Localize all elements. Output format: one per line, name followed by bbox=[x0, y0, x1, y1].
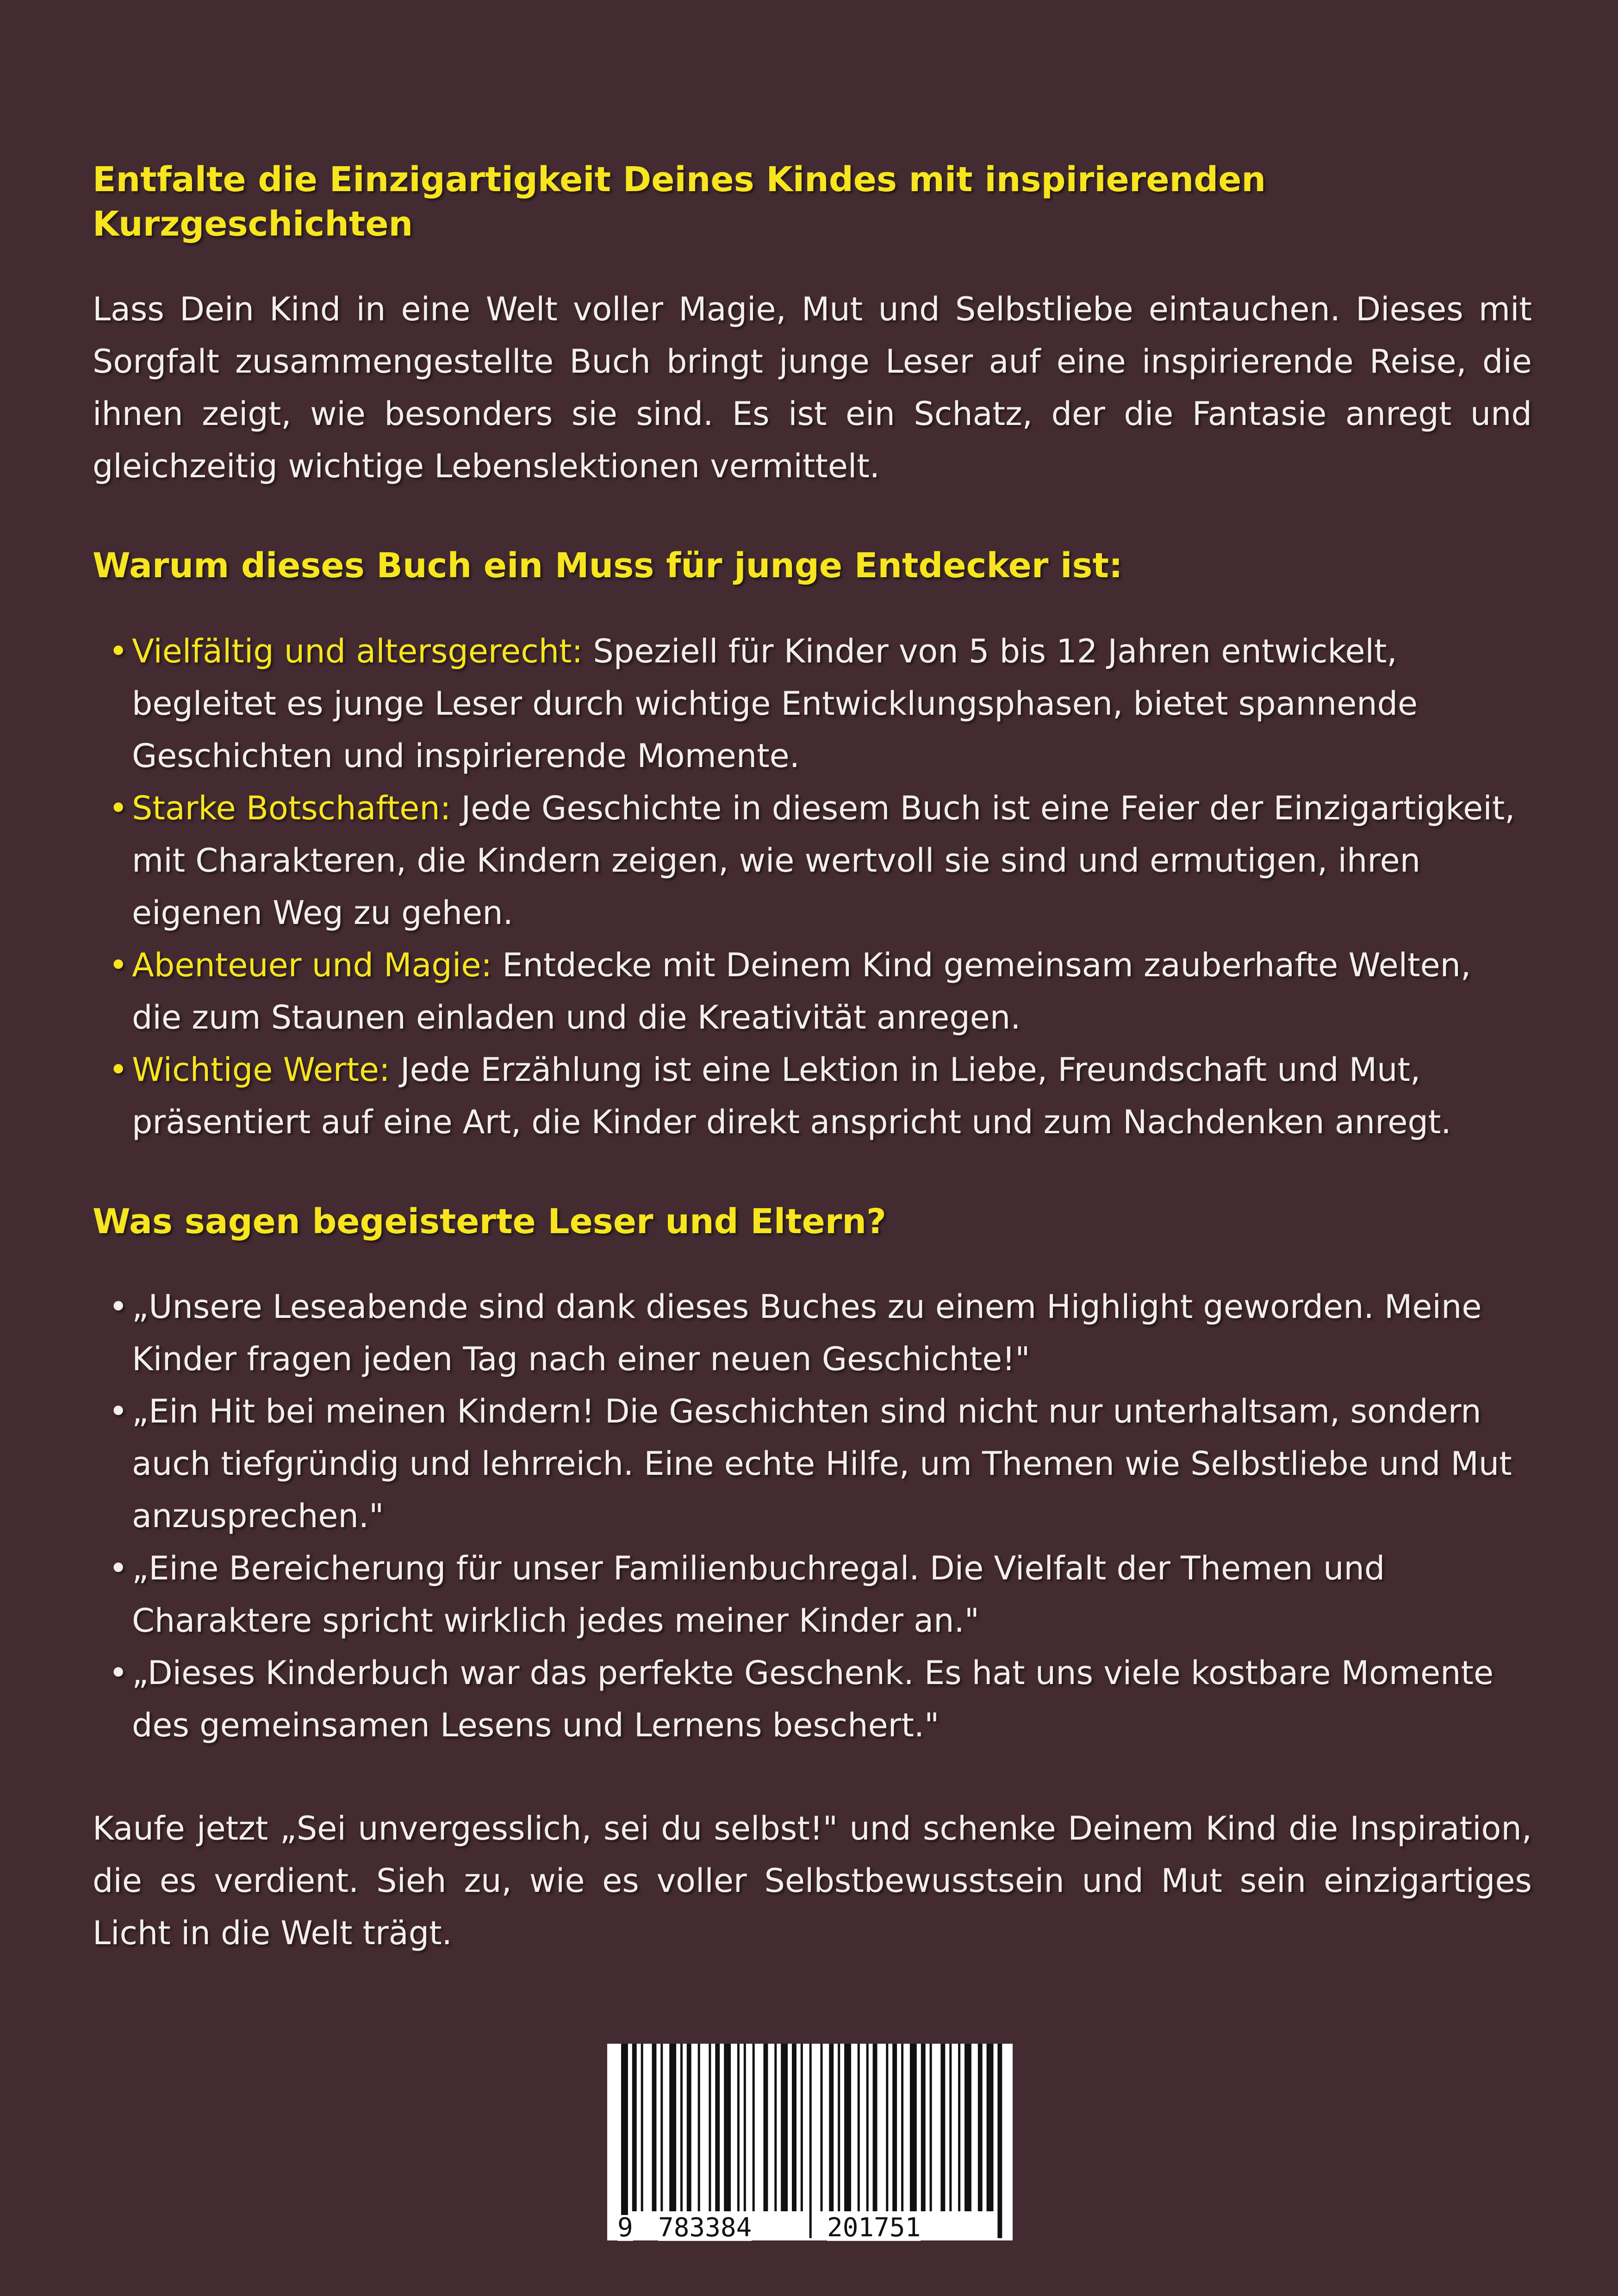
main-heading: Entfalte die Einzigartigkeit Deines Kindes mit inspirierenden Kurzgeschichten bbox=[93, 160, 1266, 244]
feature-text: Speziell für Kinder von 5 bis 12 Jahren entwickelt, begleitet es junge Leser durch wichtige Entwicklungsphasen, bietet spannende Geschichten und inspirierende Momente. bbox=[132, 632, 1418, 775]
review-text: „Dieses Kinderbuch war das perfekte Geschenk. Es hat uns viele kostbare Momente des gemeinsamen Lesens und Lernens beschert." bbox=[132, 1653, 1494, 1744]
barcode-bar bbox=[641, 2044, 643, 2211]
feature-text: Entdecke mit Deinem Kind gemeinsam zauberhafte Welten, die zum Staunen einladen und die Kreativität anregen. bbox=[132, 946, 1471, 1036]
barcode-bar bbox=[866, 2044, 869, 2211]
barcode-bar bbox=[801, 2044, 803, 2211]
barcode-bar bbox=[829, 2044, 834, 2211]
barcode-bar bbox=[949, 2044, 952, 2211]
feature-title: Vielfältig und altersgerecht: bbox=[132, 632, 583, 670]
barcode-bar bbox=[687, 2044, 691, 2211]
barcode-bar bbox=[987, 2044, 994, 2211]
barcode-prefix: 9 bbox=[617, 2213, 633, 2243]
barcode-bar bbox=[838, 2044, 840, 2211]
barcode-bar bbox=[940, 2044, 945, 2211]
feature-list bbox=[93, 625, 1532, 1148]
review-text: „Unsere Leseabende sind dank dieses Buches zu einem Highlight geworden. Meine Kinder fragen jeden Tag nach einer neuen Geschichte!" bbox=[132, 1287, 1482, 1378]
barcode-bar bbox=[652, 2044, 657, 2211]
bullet-icon: • bbox=[109, 1287, 128, 1326]
feature-title: Starke Botschaften: bbox=[132, 789, 451, 827]
review-list bbox=[93, 1281, 1532, 1752]
bullet-icon: • bbox=[109, 1392, 128, 1430]
closing-paragraph: Kaufe jetzt „Sei unvergesslich, sei du selbst!" und schenke Deinem Kind die Inspiration, die es verdient. Sieh zu, wie es voller Selbstbewusstsein und Mut sein einzigartiges Licht in die Welt trägt. bbox=[93, 1809, 1532, 1952]
review-item bbox=[93, 1281, 1532, 1385]
review-item bbox=[93, 1647, 1532, 1752]
bullet-icon: • bbox=[109, 1653, 128, 1692]
barcode-bar bbox=[965, 2044, 971, 2211]
review-text: „Ein Hit bei meinen Kindern! Die Geschichten sind nicht nur unterhaltsam, sondern auch tiefgründig und lehrreich. Eine echte Hilfe, um Themen wie Selbstliebe und Mut anzusprechen." bbox=[132, 1392, 1512, 1535]
feature-title: Wichtige Werte: bbox=[132, 1050, 390, 1089]
feature-text: Jede Erzählung ist eine Lektion in Liebe, Freundschaft und Mut, präsentiert auf eine Art, die Kinder direkt anspricht und zum Nachdenken anregt. bbox=[132, 1050, 1451, 1141]
barcode-bar bbox=[724, 2044, 731, 2211]
barcode-bar bbox=[669, 2044, 676, 2211]
feature-item bbox=[93, 782, 1520, 939]
barcode-bar bbox=[978, 2044, 983, 2211]
back-cover-text bbox=[93, 157, 1532, 1959]
bullet-icon: • bbox=[109, 632, 128, 670]
barcode-bar bbox=[844, 2044, 851, 2211]
why-heading: Warum dieses Buch ein Muss für junge Entdecker ist: bbox=[93, 546, 1123, 586]
barcode-bar bbox=[858, 2044, 860, 2211]
barcode-bar bbox=[709, 2044, 711, 2211]
review-item bbox=[93, 1385, 1532, 1542]
feature-item bbox=[93, 625, 1520, 782]
intro-paragraph: Lass Dein Kind in eine Welt voller Magie, Mut und Selbstliebe eintauchen. Dieses mit Sorgfalt zusammengestellte Buch bringt junge Leser auf eine inspirierende Reise, die ihnen zeigt, wie besonders sie sind. Es ist ein Schatz, der die Fantasie anregt und gleichzeitig wichtige Lebenslektionen vermittelt. bbox=[93, 290, 1532, 486]
isbn-barcode bbox=[607, 2044, 1013, 2243]
bullet-icon: • bbox=[109, 946, 128, 984]
barcode-bar bbox=[744, 2044, 746, 2211]
barcode-bar bbox=[632, 2044, 637, 2211]
feature-title: Abenteuer und Magie: bbox=[132, 946, 492, 984]
barcode-bar bbox=[892, 2044, 897, 2211]
barcode-bar bbox=[958, 2044, 960, 2211]
barcode-bar bbox=[921, 2044, 926, 2211]
review-item bbox=[93, 1542, 1532, 1647]
barcode-bar bbox=[873, 2044, 877, 2211]
barcode-bar bbox=[930, 2044, 932, 2211]
barcode-bar bbox=[910, 2044, 917, 2211]
barcode-bar bbox=[792, 2044, 797, 2211]
barcode-bar bbox=[901, 2044, 903, 2211]
barcode-bar bbox=[764, 2044, 768, 2211]
barcode-bar bbox=[774, 2044, 777, 2211]
barcode-bar bbox=[660, 2044, 663, 2211]
barcode-bar bbox=[997, 2044, 1002, 2238]
bullet-icon: • bbox=[109, 1549, 128, 1587]
feature-text: Jede Geschichte in diesem Buch ist eine Feier der Einzigartigkeit, mit Charakteren, die Kindern zeigen, wie wertvoll sie sind und ermutigen, ihren eigenen Weg zu gehen. bbox=[132, 789, 1515, 932]
bullet-icon: • bbox=[109, 1050, 128, 1089]
reviews-heading: Was sagen begeisterte Leser und Eltern? bbox=[93, 1201, 886, 1242]
barcode-right-digits: 201751 bbox=[827, 2213, 921, 2243]
barcode-bar bbox=[698, 2044, 700, 2211]
feature-item bbox=[93, 939, 1520, 1044]
barcode-bar bbox=[886, 2044, 888, 2211]
bullet-icon: • bbox=[109, 789, 128, 827]
barcode-bar bbox=[753, 2044, 755, 2211]
barcode-left-digits: 783384 bbox=[658, 2213, 752, 2243]
feature-item bbox=[93, 1044, 1520, 1148]
barcode-bar bbox=[809, 2044, 812, 2238]
barcode-bar bbox=[715, 2044, 720, 2211]
barcode-bar bbox=[737, 2044, 740, 2211]
barcode-bars bbox=[607, 2044, 1013, 2243]
barcode-bar bbox=[781, 2044, 788, 2211]
review-text: „Eine Bereicherung für unser Familienbuchregal. Die Vielfalt der Themen und Charaktere spricht wirklich jedes meiner Kinder an." bbox=[132, 1549, 1385, 1640]
barcode-bar bbox=[680, 2044, 683, 2211]
barcode-bar bbox=[821, 2044, 823, 2211]
barcode-bar bbox=[621, 2044, 628, 2238]
